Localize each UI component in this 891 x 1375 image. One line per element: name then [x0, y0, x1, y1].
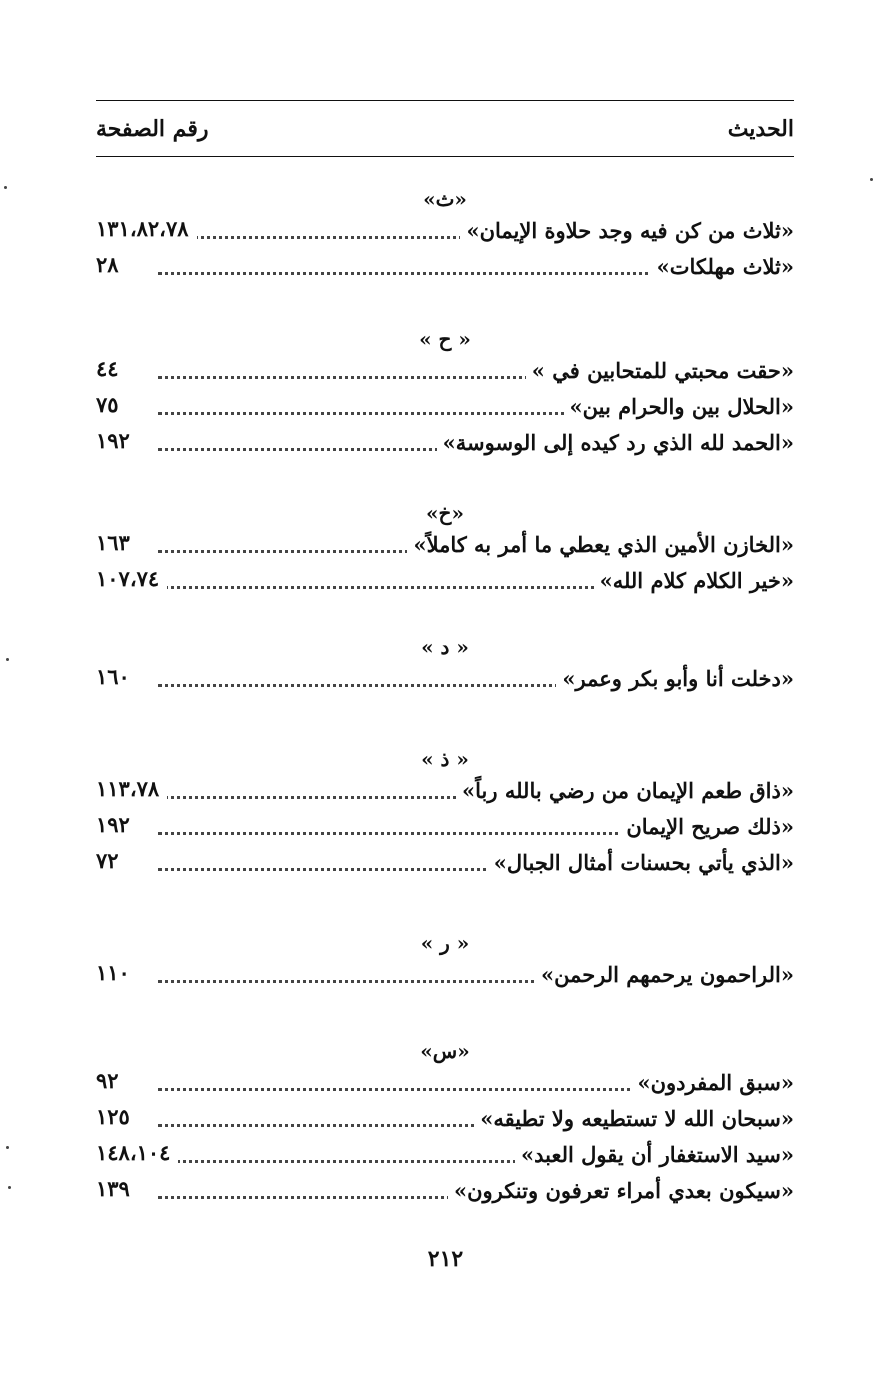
entry-text: «سيكون بعدي أمراء تعرفون وتنكرون»: [448, 1178, 794, 1203]
entry-pages: ٤٤: [96, 356, 127, 381]
entry-pages: ٧٥: [96, 392, 127, 417]
entry-text: «الذي يأتي بحسنات أمثال الجبال»: [488, 850, 794, 875]
entry-pages: ٧٢: [96, 848, 127, 873]
section-tha: [96, 182, 794, 288]
index-entry: [96, 392, 794, 428]
index-entry: [96, 812, 794, 848]
index-entry: [96, 428, 794, 464]
section-sin: [96, 1034, 794, 1212]
entry-text: «الخازن الأمين الذي يعطي ما أمر به كاملاً»: [407, 532, 794, 557]
entry-text: «الحمد لله الذي رد كيده إلى الوسوسة»: [437, 430, 794, 455]
index-entry: [96, 566, 794, 602]
index-entry: [96, 216, 794, 252]
entry-text: «حقت محبتي للمتحابين في »: [526, 358, 794, 383]
scan-speck: [8, 1186, 11, 1189]
entry-pages: ١٢٥: [96, 1104, 138, 1129]
entry-text: «ذاق طعم الإيمان من رضي بالله رباً»: [456, 778, 794, 803]
entry-pages: ١٩٢: [96, 428, 138, 453]
index-entry: [96, 664, 794, 700]
entry-text: «سيد الاستغفار أن يقول العبد»: [515, 1142, 794, 1167]
table-header: [96, 112, 794, 152]
index-entry: [96, 1068, 794, 1104]
index-entry: [96, 530, 794, 566]
index-entry: [96, 776, 794, 812]
scan-speck: [4, 186, 7, 189]
header-top-rule: [96, 100, 794, 101]
entry-text: «ذلك صريح الإيمان: [620, 814, 794, 839]
scan-speck: [870, 178, 873, 181]
section-ra: [96, 926, 794, 996]
entry-text: «خير الكلام كلام الله»: [594, 568, 794, 593]
entry-pages: ١١٣،٧٨: [96, 776, 167, 801]
entry-pages: ١٤٨،١٠٤: [96, 1140, 178, 1165]
section-letter: « ر »: [420, 931, 470, 955]
entry-text: «سبحان الله لا تستطيعه ولا تطيقه»: [474, 1106, 794, 1131]
section-letter: «ث»: [423, 187, 467, 211]
section-kha: [96, 496, 794, 602]
entry-text: «دخلت أنا وأبو بكر وعمر»: [556, 666, 794, 691]
entry-text: «ثلاث مهلكات»: [651, 254, 794, 279]
entry-pages: ١٣١،٨٢،٧٨: [96, 216, 197, 241]
section-dhal: [96, 742, 794, 884]
entry-text: «الراحمون يرحمهم الرحمن»: [535, 962, 794, 987]
header-bottom-rule: [96, 156, 794, 157]
section-ha: [96, 322, 794, 464]
scan-speck: [6, 658, 9, 661]
index-entry: [96, 252, 794, 288]
index-entry: [96, 1140, 794, 1176]
section-dal: [96, 630, 794, 700]
scan-speck: [6, 1146, 9, 1149]
section-letter: « ذ »: [421, 747, 469, 771]
index-entry: [96, 356, 794, 392]
index-entry: [96, 1176, 794, 1212]
entry-text: «ثلاث من كن فيه وجد حلاوة الإيمان»: [460, 218, 794, 243]
section-letter: «خ»: [426, 501, 464, 525]
section-letter: «س»: [420, 1039, 470, 1063]
section-letter: « د »: [421, 635, 469, 659]
page-number: ٢١٢: [427, 1246, 464, 1272]
column-heading-hadith: الحديث: [727, 116, 794, 142]
entry-pages: ١٦٠: [96, 664, 138, 689]
entry-text: «الحلال بين والحرام بين»: [564, 394, 794, 419]
entry-pages: ١٠٧،٧٤: [96, 566, 167, 591]
section-letter: « ح »: [419, 327, 471, 351]
index-entry: [96, 1104, 794, 1140]
entry-pages: ١٣٩: [96, 1176, 138, 1201]
column-heading-page-number: رقم الصفحة: [96, 116, 209, 142]
index-entry: [96, 848, 794, 884]
entry-pages: ١٦٣: [96, 530, 138, 555]
entry-pages: ١٩٢: [96, 812, 138, 837]
entry-pages: ٢٨: [96, 252, 127, 277]
entry-pages: ٩٢: [96, 1068, 127, 1093]
index-entry: [96, 960, 794, 996]
entry-pages: ١١٠: [96, 960, 138, 985]
entry-text: «سبق المفردون»: [631, 1070, 794, 1095]
